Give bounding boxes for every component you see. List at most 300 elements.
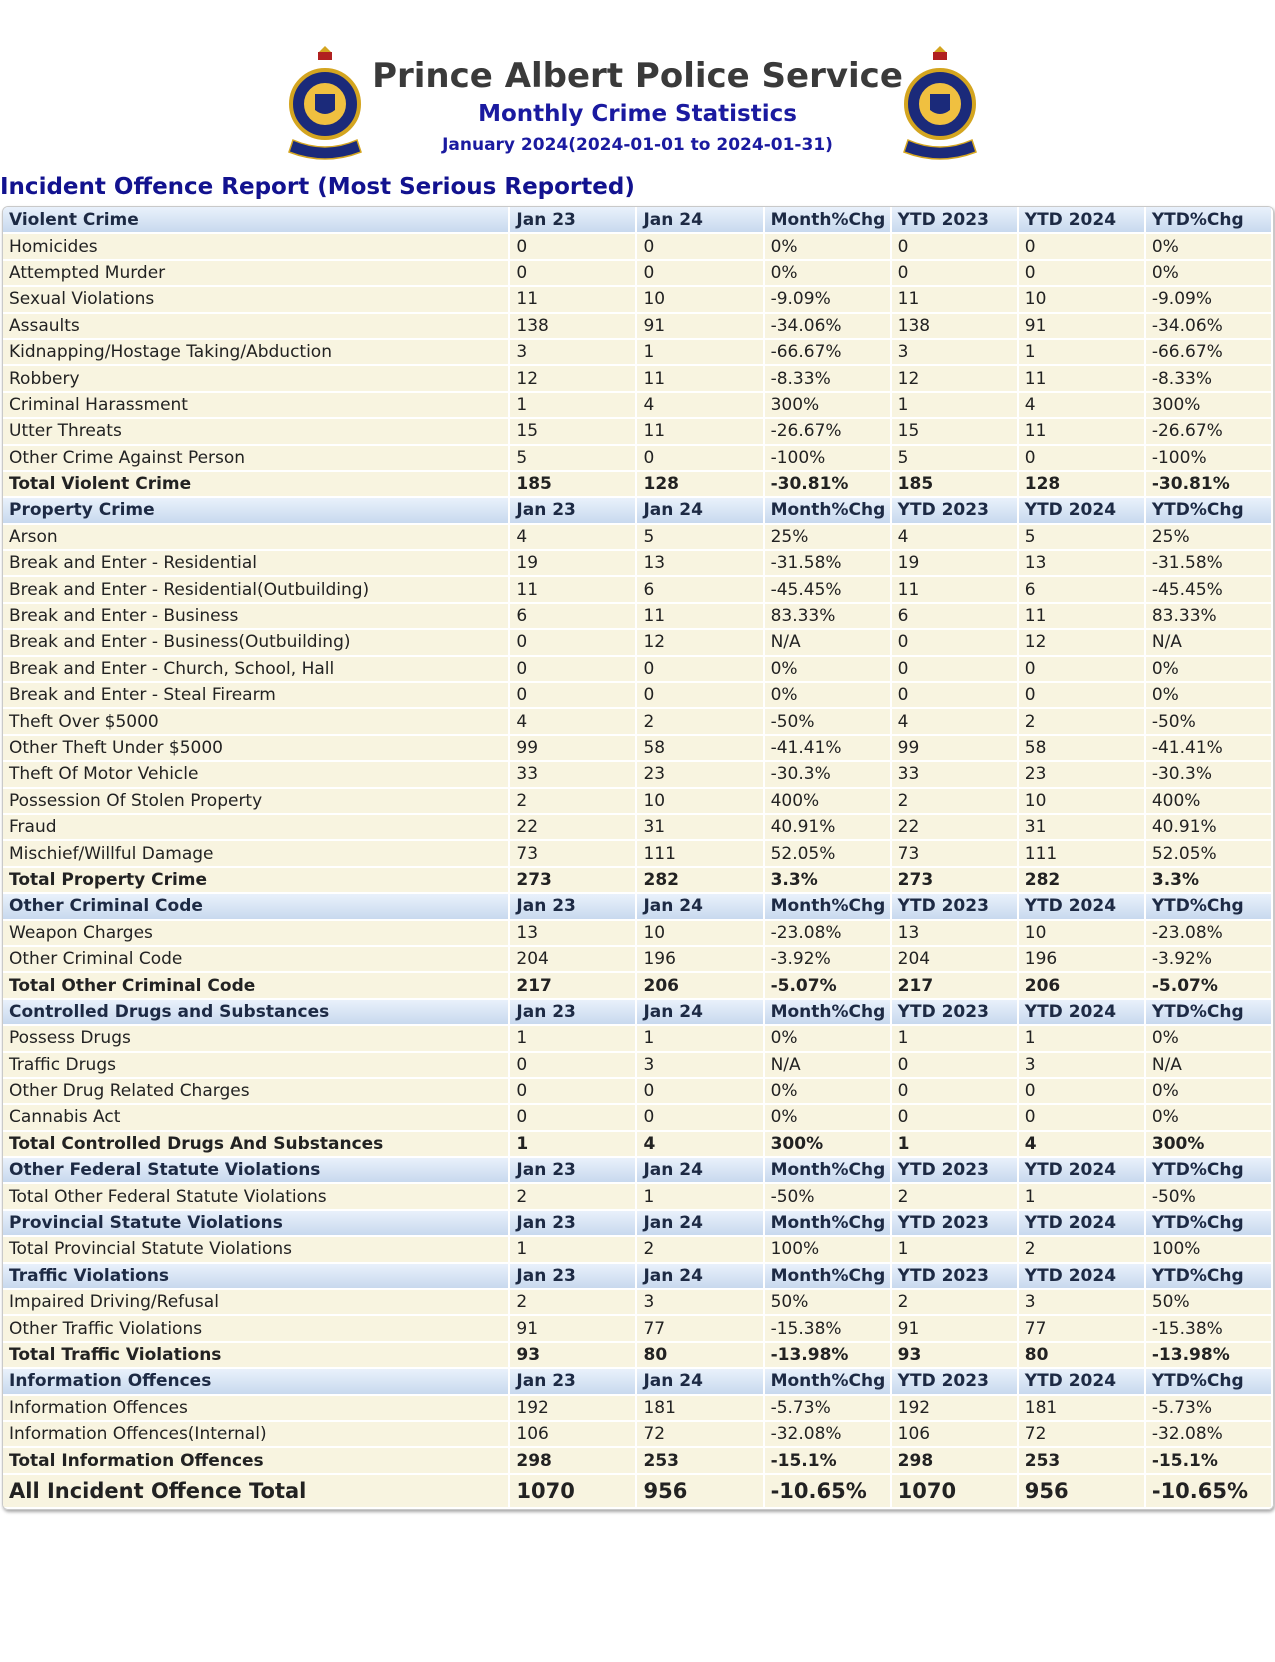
column-header: YTD 2024: [1018, 999, 1145, 1025]
column-header: Month%Chg: [764, 1210, 891, 1236]
row-label-cell: Criminal Harassment: [3, 392, 509, 418]
value-cell: 22: [891, 814, 1018, 840]
value-cell: 1: [1018, 1183, 1145, 1209]
value-cell: 11: [636, 603, 763, 629]
value-cell: -34.06%: [764, 313, 891, 339]
value-cell: -50%: [764, 1183, 891, 1209]
column-header: YTD%Chg: [1145, 1263, 1272, 1289]
table-row: [3, 1078, 1272, 1104]
row-label-cell: Other Crime Against Person: [3, 445, 509, 471]
value-cell: 5: [636, 524, 763, 550]
table-row: [3, 1025, 1272, 1051]
column-header: Jan 23: [509, 893, 636, 919]
row-label-cell: Theft Of Motor Vehicle: [3, 761, 509, 787]
row-label-cell: Break and Enter - Residential: [3, 550, 509, 576]
table-row: [3, 603, 1272, 629]
value-cell: 1: [891, 1236, 1018, 1262]
value-cell: 0: [891, 682, 1018, 708]
value-cell: 5: [891, 445, 1018, 471]
offence-table-body: [3, 207, 1272, 1508]
section-header-row: [3, 497, 1272, 523]
value-cell: 0: [891, 629, 1018, 655]
value-cell: 0: [509, 260, 636, 286]
value-cell: 11: [509, 576, 636, 602]
table-row: [3, 788, 1272, 814]
value-cell: 0: [636, 1104, 763, 1130]
column-header: YTD%Chg: [1145, 1210, 1272, 1236]
section-title: Traffic Violations: [3, 1263, 509, 1289]
value-cell: 300%: [1145, 392, 1272, 418]
table-row: [3, 550, 1272, 576]
value-cell: 0%: [764, 233, 891, 259]
row-label-cell: Possession Of Stolen Property: [3, 788, 509, 814]
value-cell: 282: [1018, 867, 1145, 893]
value-cell: 3: [1018, 1052, 1145, 1078]
offence-table: [3, 207, 1273, 1509]
value-cell: 273: [509, 867, 636, 893]
column-header: YTD 2024: [1018, 1157, 1145, 1183]
row-label-cell: Assaults: [3, 313, 509, 339]
value-cell: 25%: [764, 524, 891, 550]
value-cell: 298: [891, 1447, 1018, 1473]
table-row: [3, 233, 1272, 259]
column-header: YTD%Chg: [1145, 1157, 1272, 1183]
section-header-row: [3, 1157, 1272, 1183]
column-header: YTD 2024: [1018, 1210, 1145, 1236]
table-row: [3, 1289, 1272, 1315]
value-cell: 253: [636, 1447, 763, 1473]
value-cell: 956: [636, 1474, 763, 1508]
value-cell: 93: [891, 1342, 1018, 1368]
value-cell: 1: [636, 339, 763, 365]
column-header: Jan 23: [509, 999, 636, 1025]
value-cell: 80: [1018, 1342, 1145, 1368]
section-header-row: [3, 893, 1272, 919]
value-cell: 4: [891, 524, 1018, 550]
value-cell: 2: [1018, 708, 1145, 734]
value-cell: 111: [1018, 840, 1145, 866]
row-label-cell: Arson: [3, 524, 509, 550]
value-cell: 50%: [1145, 1289, 1272, 1315]
value-cell: 206: [636, 972, 763, 998]
row-label-cell: Information Offences(Internal): [3, 1421, 509, 1447]
value-cell: 100%: [1145, 1236, 1272, 1262]
row-label-cell: All Incident Offence Total: [3, 1474, 509, 1508]
value-cell: 1: [509, 392, 636, 418]
table-row: [3, 708, 1272, 734]
value-cell: 196: [1018, 946, 1145, 972]
value-cell: -50%: [1145, 708, 1272, 734]
value-cell: 196: [636, 946, 763, 972]
value-cell: 0: [636, 656, 763, 682]
row-label-cell: Other Criminal Code: [3, 946, 509, 972]
table-row: [3, 339, 1272, 365]
value-cell: 93: [509, 1342, 636, 1368]
value-cell: 10: [1018, 920, 1145, 946]
column-header: YTD 2024: [1018, 1368, 1145, 1394]
section-title: Property Crime: [3, 497, 509, 523]
section-header-row: [3, 999, 1272, 1025]
table-row: [3, 814, 1272, 840]
value-cell: 2: [891, 788, 1018, 814]
value-cell: 106: [891, 1421, 1018, 1447]
value-cell: -8.33%: [1145, 365, 1272, 391]
row-label-cell: Break and Enter - Steal Firearm: [3, 682, 509, 708]
value-cell: 58: [636, 735, 763, 761]
row-label-cell: Attempted Murder: [3, 260, 509, 286]
value-cell: -9.09%: [1145, 286, 1272, 312]
column-header: YTD%Chg: [1145, 893, 1272, 919]
value-cell: 1: [891, 1131, 1018, 1157]
value-cell: 2: [891, 1289, 1018, 1315]
table-row: [3, 418, 1272, 444]
value-cell: -10.65%: [1145, 1474, 1272, 1508]
column-header: YTD 2024: [1018, 893, 1145, 919]
value-cell: 12: [891, 365, 1018, 391]
value-cell: 3.3%: [1145, 867, 1272, 893]
value-cell: 0: [509, 682, 636, 708]
value-cell: 91: [636, 313, 763, 339]
value-cell: -30.81%: [1145, 471, 1272, 497]
value-cell: 100%: [764, 1236, 891, 1262]
value-cell: -5.07%: [1145, 972, 1272, 998]
section-title: Controlled Drugs and Substances: [3, 999, 509, 1025]
value-cell: 72: [636, 1421, 763, 1447]
row-label-cell: Traffic Drugs: [3, 1052, 509, 1078]
value-cell: 2: [509, 1183, 636, 1209]
value-cell: 5: [509, 445, 636, 471]
value-cell: 0%: [1145, 1078, 1272, 1104]
value-cell: 0: [636, 445, 763, 471]
value-cell: -32.08%: [1145, 1421, 1272, 1447]
column-header: YTD 2023: [891, 999, 1018, 1025]
section-title: Violent Crime: [3, 207, 509, 233]
value-cell: 0: [509, 1078, 636, 1104]
value-cell: 185: [891, 471, 1018, 497]
value-cell: 0: [1018, 1104, 1145, 1130]
table-row: [3, 286, 1272, 312]
value-cell: 12: [1018, 629, 1145, 655]
value-cell: 19: [891, 550, 1018, 576]
value-cell: 12: [636, 629, 763, 655]
row-label-cell: Total Controlled Drugs And Substances: [3, 1131, 509, 1157]
value-cell: 11: [509, 286, 636, 312]
value-cell: -30.3%: [1145, 761, 1272, 787]
value-cell: 3: [509, 339, 636, 365]
total-row: [3, 867, 1272, 893]
value-cell: 33: [891, 761, 1018, 787]
value-cell: 206: [1018, 972, 1145, 998]
value-cell: 0: [891, 1078, 1018, 1104]
section-header-row: [3, 1210, 1272, 1236]
row-label-cell: Sexual Violations: [3, 286, 509, 312]
row-label-cell: Total Other Federal Statute Violations: [3, 1183, 509, 1209]
value-cell: -15.1%: [764, 1447, 891, 1473]
column-header: YTD 2023: [891, 497, 1018, 523]
value-cell: 50%: [764, 1289, 891, 1315]
section-header-row: [3, 207, 1272, 233]
value-cell: 956: [1018, 1474, 1145, 1508]
value-cell: 3: [1018, 1289, 1145, 1315]
value-cell: -31.58%: [1145, 550, 1272, 576]
column-header: Jan 23: [509, 1263, 636, 1289]
column-header: Jan 24: [636, 1210, 763, 1236]
value-cell: 2: [636, 708, 763, 734]
column-header: Jan 24: [636, 1263, 763, 1289]
grand-total-row: [3, 1474, 1272, 1508]
value-cell: -100%: [1145, 445, 1272, 471]
value-cell: 6: [891, 603, 1018, 629]
value-cell: 0: [891, 233, 1018, 259]
value-cell: -45.45%: [764, 576, 891, 602]
value-cell: 192: [891, 1395, 1018, 1421]
row-label-cell: Break and Enter - Church, School, Hall: [3, 656, 509, 682]
section-header-row: [3, 1368, 1272, 1394]
section-header-row: [3, 1263, 1272, 1289]
value-cell: 11: [1018, 365, 1145, 391]
value-cell: 0: [509, 1104, 636, 1130]
value-cell: 73: [509, 840, 636, 866]
value-cell: 0: [636, 682, 763, 708]
table-row: [3, 1104, 1272, 1130]
value-cell: 0: [509, 233, 636, 259]
value-cell: 0: [1018, 260, 1145, 286]
section-title: Provincial Statute Violations: [3, 1210, 509, 1236]
value-cell: 11: [1018, 603, 1145, 629]
value-cell: -31.58%: [764, 550, 891, 576]
value-cell: N/A: [764, 629, 891, 655]
column-header: Jan 23: [509, 1157, 636, 1183]
report-title: Incident Offence Report (Most Serious Reported): [0, 174, 635, 200]
value-cell: 10: [636, 920, 763, 946]
value-cell: 0: [509, 1052, 636, 1078]
column-header: YTD 2023: [891, 1157, 1018, 1183]
table-row: [3, 260, 1272, 286]
value-cell: 52.05%: [1145, 840, 1272, 866]
row-label-cell: Cannabis Act: [3, 1104, 509, 1130]
value-cell: 0%: [764, 260, 891, 286]
table-row: [3, 365, 1272, 391]
report-period: January 2024(2024-01-01 to 2024-01-31): [442, 135, 833, 155]
row-label-cell: Total Property Crime: [3, 867, 509, 893]
column-header: Jan 23: [509, 1210, 636, 1236]
value-cell: 0%: [1145, 682, 1272, 708]
table-row: [3, 576, 1272, 602]
value-cell: 138: [891, 313, 1018, 339]
value-cell: 11: [1018, 418, 1145, 444]
value-cell: -50%: [1145, 1183, 1272, 1209]
value-cell: 4: [509, 708, 636, 734]
value-cell: 1: [1018, 339, 1145, 365]
row-label-cell: Break and Enter - Business(Outbuilding): [3, 629, 509, 655]
value-cell: 4: [891, 708, 1018, 734]
table-row: [3, 313, 1272, 339]
value-cell: 1: [509, 1236, 636, 1262]
value-cell: -34.06%: [1145, 313, 1272, 339]
value-cell: 0: [636, 233, 763, 259]
value-cell: 52.05%: [764, 840, 891, 866]
column-header: YTD%Chg: [1145, 1368, 1272, 1394]
row-label-cell: Total Information Offences: [3, 1447, 509, 1473]
row-label-cell: Weapon Charges: [3, 920, 509, 946]
column-header: Jan 24: [636, 893, 763, 919]
column-header: Jan 24: [636, 207, 763, 233]
value-cell: 0%: [1145, 656, 1272, 682]
value-cell: -100%: [764, 445, 891, 471]
value-cell: 192: [509, 1395, 636, 1421]
value-cell: -3.92%: [1145, 946, 1272, 972]
value-cell: 0%: [1145, 1104, 1272, 1130]
total-row: [3, 1342, 1272, 1368]
value-cell: 0: [509, 629, 636, 655]
value-cell: 5: [1018, 524, 1145, 550]
value-cell: 0%: [1145, 260, 1272, 286]
value-cell: 185: [509, 471, 636, 497]
column-header: Month%Chg: [764, 999, 891, 1025]
row-label-cell: Total Violent Crime: [3, 471, 509, 497]
value-cell: 58: [1018, 735, 1145, 761]
table-row: [3, 1421, 1272, 1447]
table-row: [3, 1315, 1272, 1341]
row-label-cell: Total Other Criminal Code: [3, 972, 509, 998]
value-cell: N/A: [1145, 629, 1272, 655]
value-cell: 11: [891, 576, 1018, 602]
value-cell: -10.65%: [764, 1474, 891, 1508]
value-cell: 6: [636, 576, 763, 602]
row-label-cell: Other Theft Under $5000: [3, 735, 509, 761]
value-cell: 204: [509, 946, 636, 972]
column-header: Month%Chg: [764, 1368, 891, 1394]
value-cell: 72: [1018, 1421, 1145, 1447]
value-cell: 0%: [764, 1025, 891, 1051]
value-cell: 2: [509, 1289, 636, 1315]
value-cell: 0%: [764, 1078, 891, 1104]
value-cell: 0%: [1145, 233, 1272, 259]
value-cell: -5.73%: [1145, 1395, 1272, 1421]
value-cell: -45.45%: [1145, 576, 1272, 602]
column-header: Month%Chg: [764, 1263, 891, 1289]
value-cell: 91: [891, 1315, 1018, 1341]
value-cell: -5.07%: [764, 972, 891, 998]
value-cell: 0: [1018, 233, 1145, 259]
column-header: YTD 2023: [891, 1368, 1018, 1394]
value-cell: -50%: [764, 708, 891, 734]
value-cell: 111: [636, 840, 763, 866]
value-cell: 83.33%: [1145, 603, 1272, 629]
report-subtitle: Monthly Crime Statistics: [478, 101, 797, 127]
value-cell: 0%: [764, 682, 891, 708]
table-row: [3, 1236, 1272, 1262]
value-cell: 23: [1018, 761, 1145, 787]
row-label-cell: Impaired Driving/Refusal: [3, 1289, 509, 1315]
value-cell: 4: [1018, 392, 1145, 418]
column-header: Jan 23: [509, 1368, 636, 1394]
value-cell: 1: [509, 1131, 636, 1157]
value-cell: 204: [891, 946, 1018, 972]
row-label-cell: Homicides: [3, 233, 509, 259]
value-cell: 0%: [764, 1104, 891, 1130]
column-header: Month%Chg: [764, 497, 891, 523]
value-cell: 138: [509, 313, 636, 339]
value-cell: 40.91%: [1145, 814, 1272, 840]
table-row: [3, 524, 1272, 550]
value-cell: 40.91%: [764, 814, 891, 840]
value-cell: 217: [509, 972, 636, 998]
value-cell: 106: [509, 1421, 636, 1447]
value-cell: -15.1%: [1145, 1447, 1272, 1473]
value-cell: 0: [891, 656, 1018, 682]
report-header: [0, 38, 1275, 168]
value-cell: 2: [636, 1236, 763, 1262]
value-cell: 0%: [764, 656, 891, 682]
value-cell: 0: [891, 1104, 1018, 1130]
value-cell: 0%: [1145, 1025, 1272, 1051]
column-header: Jan 24: [636, 1157, 763, 1183]
value-cell: -26.67%: [764, 418, 891, 444]
value-cell: 10: [1018, 286, 1145, 312]
value-cell: -66.67%: [1145, 339, 1272, 365]
value-cell: 12: [509, 365, 636, 391]
value-cell: 0: [1018, 445, 1145, 471]
value-cell: -5.73%: [764, 1395, 891, 1421]
row-label-cell: Break and Enter - Residential(Outbuilding): [3, 576, 509, 602]
value-cell: 128: [636, 471, 763, 497]
value-cell: 77: [636, 1315, 763, 1341]
value-cell: 0: [1018, 1078, 1145, 1104]
column-header: Jan 23: [509, 207, 636, 233]
value-cell: 15: [891, 418, 1018, 444]
value-cell: 0: [1018, 656, 1145, 682]
table-row: [3, 735, 1272, 761]
value-cell: 3: [636, 1052, 763, 1078]
value-cell: 1070: [509, 1474, 636, 1508]
table-row: [3, 946, 1272, 972]
value-cell: -66.67%: [764, 339, 891, 365]
value-cell: -26.67%: [1145, 418, 1272, 444]
value-cell: 77: [1018, 1315, 1145, 1341]
column-header: YTD 2024: [1018, 497, 1145, 523]
value-cell: 4: [636, 1131, 763, 1157]
row-label-cell: Utter Threats: [3, 418, 509, 444]
value-cell: 22: [509, 814, 636, 840]
section-title: Information Offences: [3, 1368, 509, 1394]
value-cell: -13.98%: [764, 1342, 891, 1368]
value-cell: 99: [891, 735, 1018, 761]
column-header: YTD%Chg: [1145, 999, 1272, 1025]
column-header: YTD 2024: [1018, 207, 1145, 233]
column-header: YTD 2023: [891, 1263, 1018, 1289]
table-row: [3, 445, 1272, 471]
value-cell: 0: [636, 260, 763, 286]
value-cell: -23.08%: [1145, 920, 1272, 946]
value-cell: 11: [636, 418, 763, 444]
value-cell: 2: [891, 1183, 1018, 1209]
value-cell: 1: [1018, 1025, 1145, 1051]
value-cell: 23: [636, 761, 763, 787]
value-cell: -3.92%: [764, 946, 891, 972]
value-cell: 80: [636, 1342, 763, 1368]
row-label-cell: Fraud: [3, 814, 509, 840]
column-header: Month%Chg: [764, 893, 891, 919]
value-cell: 99: [509, 735, 636, 761]
value-cell: 11: [636, 365, 763, 391]
value-cell: 0: [1018, 682, 1145, 708]
section-title: Other Federal Statute Violations: [3, 1157, 509, 1183]
column-header: YTD%Chg: [1145, 497, 1272, 523]
value-cell: 91: [509, 1315, 636, 1341]
value-cell: 4: [636, 392, 763, 418]
value-cell: 6: [509, 603, 636, 629]
